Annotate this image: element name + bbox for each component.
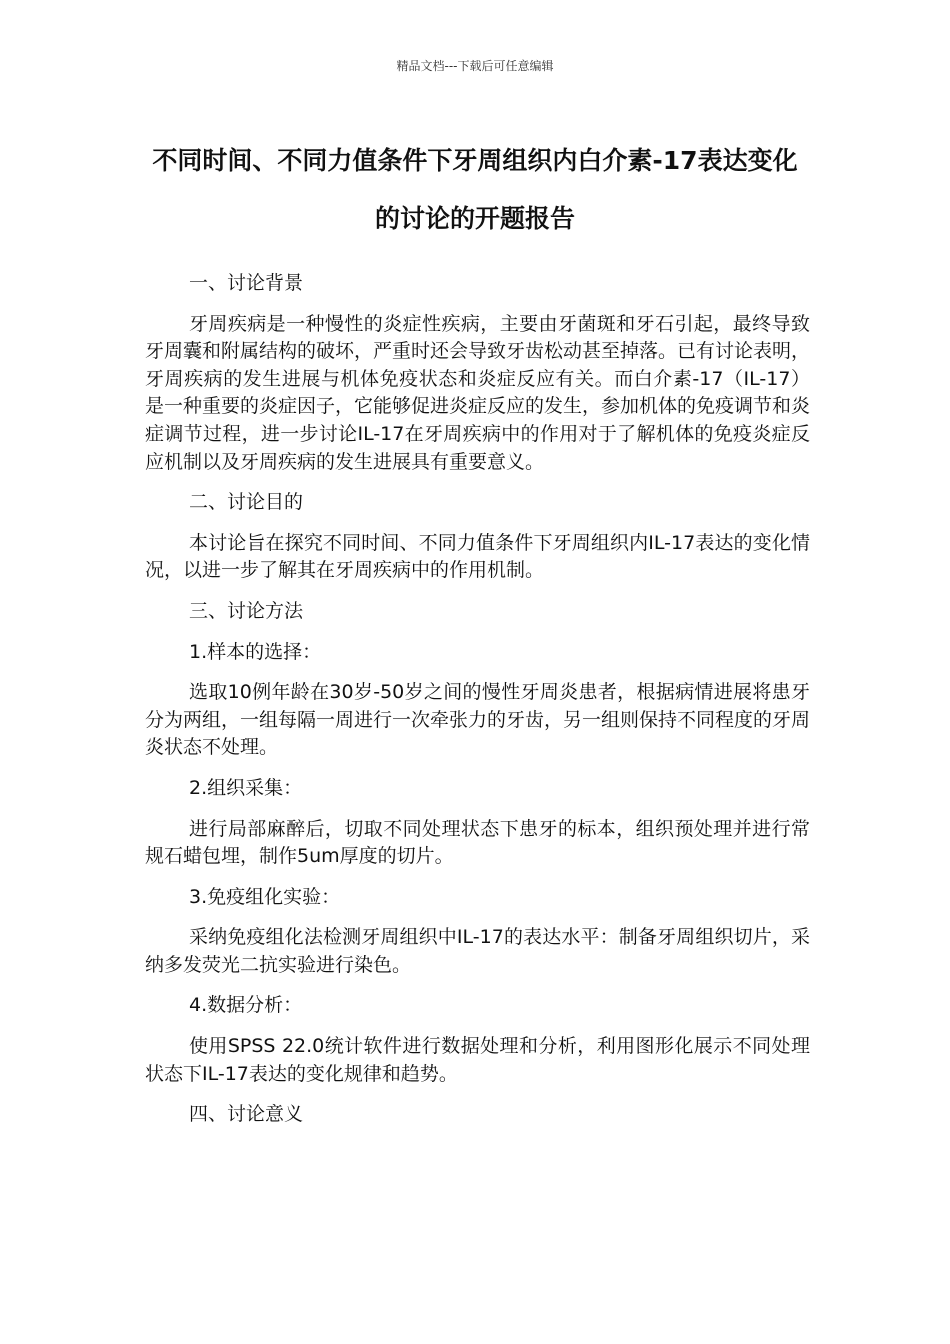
paragraph-purpose: 本讨论旨在探究不同时间、不同力值条件下牙周组织内IL-17表达的变化情况，以进一步了解其在牙周疾病中的作用机制。 — [145, 531, 810, 582]
paragraph-sample-selection: 选取10例年龄在30岁-50岁之间的慢性牙周炎患者，根据病情进展将患牙分为两组，一组每隔一周进行一次牵张力的牙齿，另一组则保持不同程度的牙周炎状态不处理。 — [145, 681, 811, 759]
section-heading-method: 三、讨论方法 — [189, 599, 304, 622]
subheading-sample-selection: 1.样本的选择： — [189, 640, 322, 663]
section-heading-background: 一、讨论背景 — [189, 272, 304, 294]
subheading-tissue-collection: 2.组织采集： — [189, 776, 303, 799]
paragraph-immunohistochemistry: 采纳免疫组化法检测牙周组织中IL-17的表达水平：制备牙周组织切片，采纳多发荧光二抗实验进行染色。 — [145, 926, 810, 976]
subheading-immunohistochemistry: 3.免疫组化实验： — [189, 885, 341, 908]
document-title: 不同时间、不同力值条件下牙周组织内白介素-17表达变化的讨论的开题报告 — [152, 146, 798, 233]
paragraph-data-analysis: 使用SPSS 22.0统计软件进行数据处理和分析，利用图形化展示不同处理状态下IL-17表达的变化规律和趋势。 — [145, 1035, 810, 1085]
section-heading-significance: 四、讨论意义 — [189, 1103, 304, 1126]
paragraph-background: 牙周疾病是一种慢性的炎症性疾病，主要由牙菌斑和牙石引起，最终导致牙周囊和附属结构的破坏，严重时还会导致牙齿松动甚至掉落。已有讨论表明，牙周疾病的发生进展与机体免疫状态和炎症反应有关。而白介素-17（IL-17）是一种重要的炎症因子，它能够促进炎症反应的发生，参加机体的免疫调节和炎症调节过程，进一步讨论IL-17在牙周疾病中的作用对于了解机体的免疫炎症反应机制以及牙周疾病的发生进展具有重要意义。 — [145, 312, 811, 473]
document-body — [145, 270, 810, 1142]
subheading-data-analysis: 4.数据分析： — [189, 994, 303, 1017]
header-note: 精品文档---下载后可任意编辑 — [396, 59, 554, 73]
section-heading-purpose: 二、讨论目的 — [189, 491, 304, 514]
paragraph-tissue-collection: 进行局部麻醉后，切取不同处理状态下患牙的标本，组织预处理并进行常规石蜡包埋，制作5um厚度的切片。 — [145, 817, 810, 868]
